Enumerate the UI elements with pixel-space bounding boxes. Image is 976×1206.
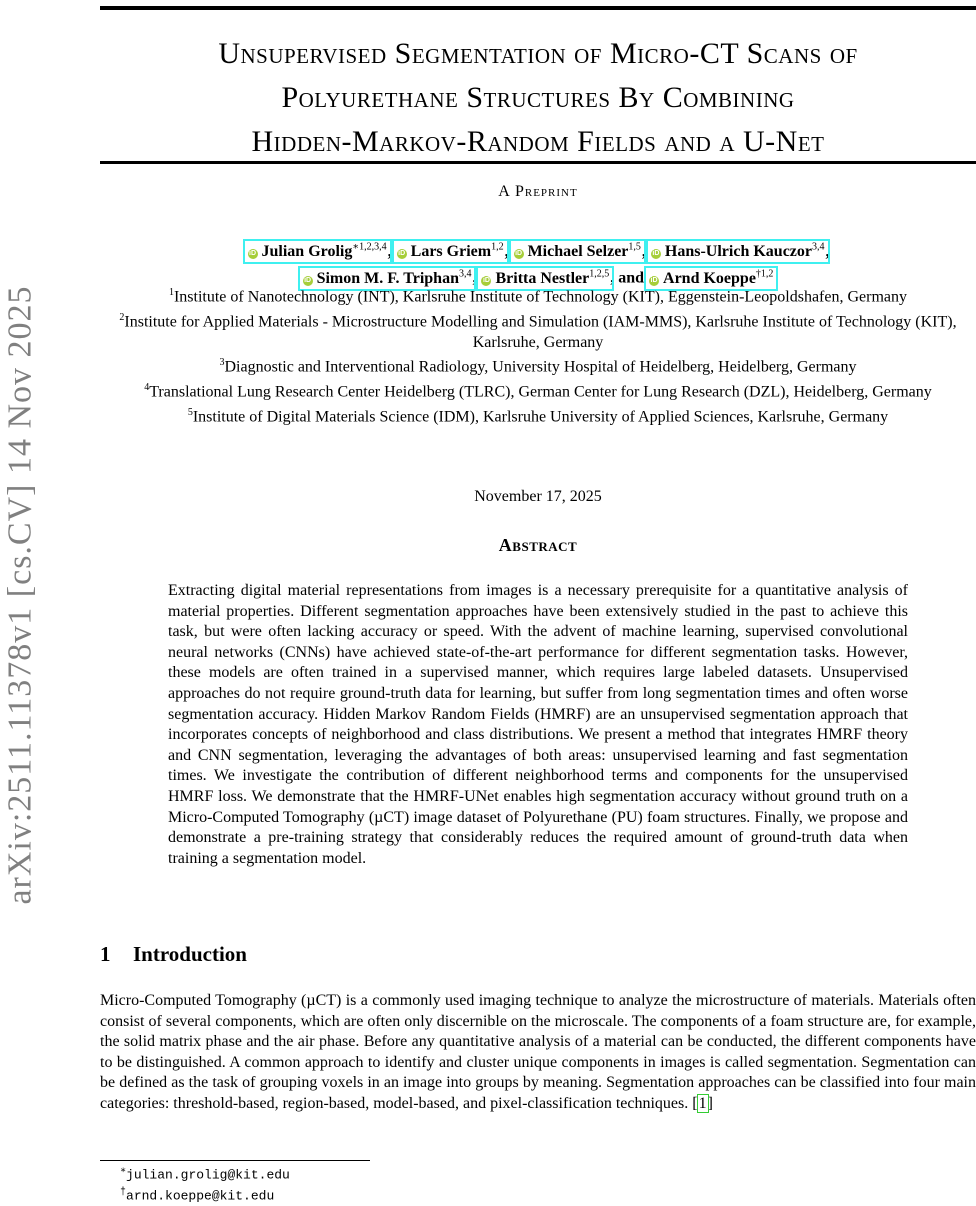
footnote-mark: ∗	[120, 1166, 127, 1177]
orcid-icon[interactable]: iD	[304, 276, 312, 284]
abstract-heading: Abstract	[498, 535, 578, 555]
orcid-icon[interactable]: iD	[652, 250, 660, 258]
author-name: Britta Nestler	[495, 269, 590, 287]
footnote-email[interactable]: julian.grolig@kit.edu	[126, 1167, 290, 1183]
affiliation-number: 1	[168, 287, 174, 298]
author-separator: , and	[610, 269, 649, 287]
affiliation-item	[100, 403, 976, 428]
title-line: Hidden-Markov-Random Fields and a U-Net	[251, 125, 825, 158]
section-number: 1	[100, 942, 111, 966]
author-affiliation-marks: ∗1,2,3,4	[352, 242, 387, 253]
author-separator: ,	[641, 243, 650, 261]
orcid-icon[interactable]: iD	[515, 250, 523, 258]
footnote-item	[120, 1184, 290, 1205]
author-name: Simon M. F. Triphan	[316, 269, 459, 287]
author-link[interactable]	[513, 243, 642, 260]
affiliation-list	[100, 283, 976, 428]
title-line: Unsupervised Segmentation of Micro-CT Scans of	[218, 37, 858, 70]
affiliation-text: Institute for Applied Materials - Microstructure Modelling and Simulation (IAM-MMS), Karlsruhe Institute of Technology (KIT), Karlsruhe, Germany	[124, 313, 957, 351]
affiliation-text: Institute of Nanotechnology (INT), Karlsruhe Institute of Technology (KIT), Eggenstein-Leopoldshafen, Germany	[173, 288, 908, 306]
abstract-text: Extracting digital material representations from images is a necessary prerequisite for a quantitative analysis of material properties. Different segmentation approaches have been extensively studied in the past to achieve this task, but were often lacking accuracy or speed. With the advent of machine learning, supervised convolutional neural networks (CNNs) have achieved state-of-the-art performance for different segmentation tasks. However, these models are often trained in a supervised manner, which requires large labeled datasets. Unsupervised approaches do not require ground-truth data for learning, but suffer from long segmentation times and often worse segmentation accuracy. Hidden Markov Random Fields (HMRF) are an unsupervised segmentation approach that incorporates concepts of neighborhood and class distributions. We present a method that integrates HMRF theory and CNN segmentation, leveraging the advantages of both areas: unsupervised learning and fast segmentation times. We investigate the contribution of different neighborhood terms and components for the unsupervised HMRF loss. We demonstrate that the HMRF-UNet enables high segmentation accuracy without ground truth on a Micro-Computed Tomography (µCT) image dataset of Polyurethane (PU) foam structures. Finally, we propose and demonstrate a pre-training strategy that considerably reduces the required amount of ground-truth data when training a segmentation model.	[168, 582, 908, 867]
affiliation-number: 3	[219, 357, 225, 369]
footnote-email[interactable]: arnd.koeppe@kit.edu	[126, 1188, 275, 1204]
author-separator: ,	[504, 243, 513, 261]
title-line: Polyurethane Structures By Combining	[281, 81, 795, 114]
author-separator: ,	[825, 243, 830, 261]
introduction-paragraph: Micro-Computed Tomography (µCT) is a commonly used imaging technique to analyze the microstructure of materials. Materials often consist of several components, which are often only discernible on the microscale. The components of a foam structure are, for example, the solid matrix phase and the air phase. Before any quantitative analysis of a material can be conducted, the different components have to be distinguished. A common approach to identify and cluster unique components in images is called segmentation. Segmentation can be defined as the task of grouping voxels in an image into groups by meaning. Segmentation approaches can be classified into four main categories: threshold-based, region-based, model-based, and pixel-classification techniques. [1]	[100, 992, 976, 1112]
footnote-rule	[100, 1160, 370, 1161]
author-separator: ,	[472, 269, 481, 287]
author-affiliation-marks: 1,5	[628, 242, 641, 253]
orcid-icon[interactable]: iD	[650, 276, 658, 284]
author-name: Lars Griem	[410, 243, 492, 261]
section-heading-introduction	[100, 942, 247, 967]
introduction-text: Micro-Computed Tomography (µCT) is a commonly used imaging technique to analyze the microstructure of materials. Materials often consist of several components, which are often only discernible on the microscale. The components of a foam structure are, for example, the solid matrix phase and the air phase. Before any quantitative analysis of a material can be conducted, the different components have to be distinguished. A common approach to identify and cluster unique components in images is called segmentation. Segmentation can be defined as the task of grouping voxels in an image into groups by meaning. Segmentation approaches can be classified into four main categories: threshold-based, region-based, model-based, and pixel-classification techniques.	[100, 992, 976, 1112]
citation-link[interactable]: 1	[698, 1094, 707, 1112]
author-affiliation-marks: 1,2	[491, 242, 504, 253]
title-bottom-rule	[100, 161, 976, 164]
orcid-icon[interactable]: iD	[482, 276, 490, 284]
footnote-mark: †	[120, 1187, 127, 1199]
affiliation-number: 5	[187, 406, 193, 418]
title-top-rule	[100, 6, 976, 10]
affiliation-item	[100, 308, 976, 353]
affiliation-text: Institute of Digital Materials Science (IDM), Karlsruhe University of Applied Sciences, Karlsruhe, Germany	[192, 408, 889, 426]
preprint-label: A Preprint	[498, 183, 578, 200]
affiliation-item	[100, 283, 976, 308]
author-name: Arnd Koeppe	[663, 269, 756, 287]
section-title: Introduction	[133, 942, 247, 966]
arxiv-identifier-stamp[interactable]	[0, 260, 42, 930]
author-link[interactable]	[650, 243, 826, 260]
author-name: Julian Grolig	[261, 243, 353, 261]
author-affiliation-marks: †1,2	[755, 268, 774, 280]
author-line-1	[100, 237, 976, 263]
arxiv-id-text: arXiv:2511.11378v1 [cs.CV] 14 Nov 2025	[2, 285, 39, 905]
affiliation-item	[100, 353, 976, 378]
orcid-icon[interactable]: iD	[249, 250, 256, 258]
author-link[interactable]	[247, 243, 388, 260]
affiliation-number: 4	[144, 381, 150, 393]
publication-date: November 17, 2025	[474, 488, 602, 505]
affiliation-text: Diagnostic and Interventional Radiology, University Hospital of Heidelberg, Heidelberg, Germany	[224, 358, 857, 376]
author-affiliation-marks: 3,4	[458, 268, 472, 280]
author-name: Hans-Ulrich Kauczor	[664, 243, 812, 261]
author-name: Michael Selzer	[527, 243, 629, 261]
author-affiliation-marks: 1,2,5	[589, 268, 610, 280]
footnotes	[120, 1163, 290, 1206]
author-list	[100, 237, 976, 290]
affiliation-item	[100, 378, 976, 403]
affiliation-text: Translational Lung Research Center Heidelberg (TLRC), German Center for Lung Research (DZL), Heidelberg, Germany	[149, 383, 932, 401]
affiliation-number: 2	[119, 311, 125, 323]
author-separator: ,	[387, 243, 396, 261]
author-affiliation-marks: 3,4	[812, 242, 825, 253]
footnote-item	[120, 1163, 290, 1184]
author-link[interactable]	[396, 243, 505, 260]
paper-title	[100, 32, 976, 164]
orcid-icon[interactable]: iD	[398, 250, 406, 258]
